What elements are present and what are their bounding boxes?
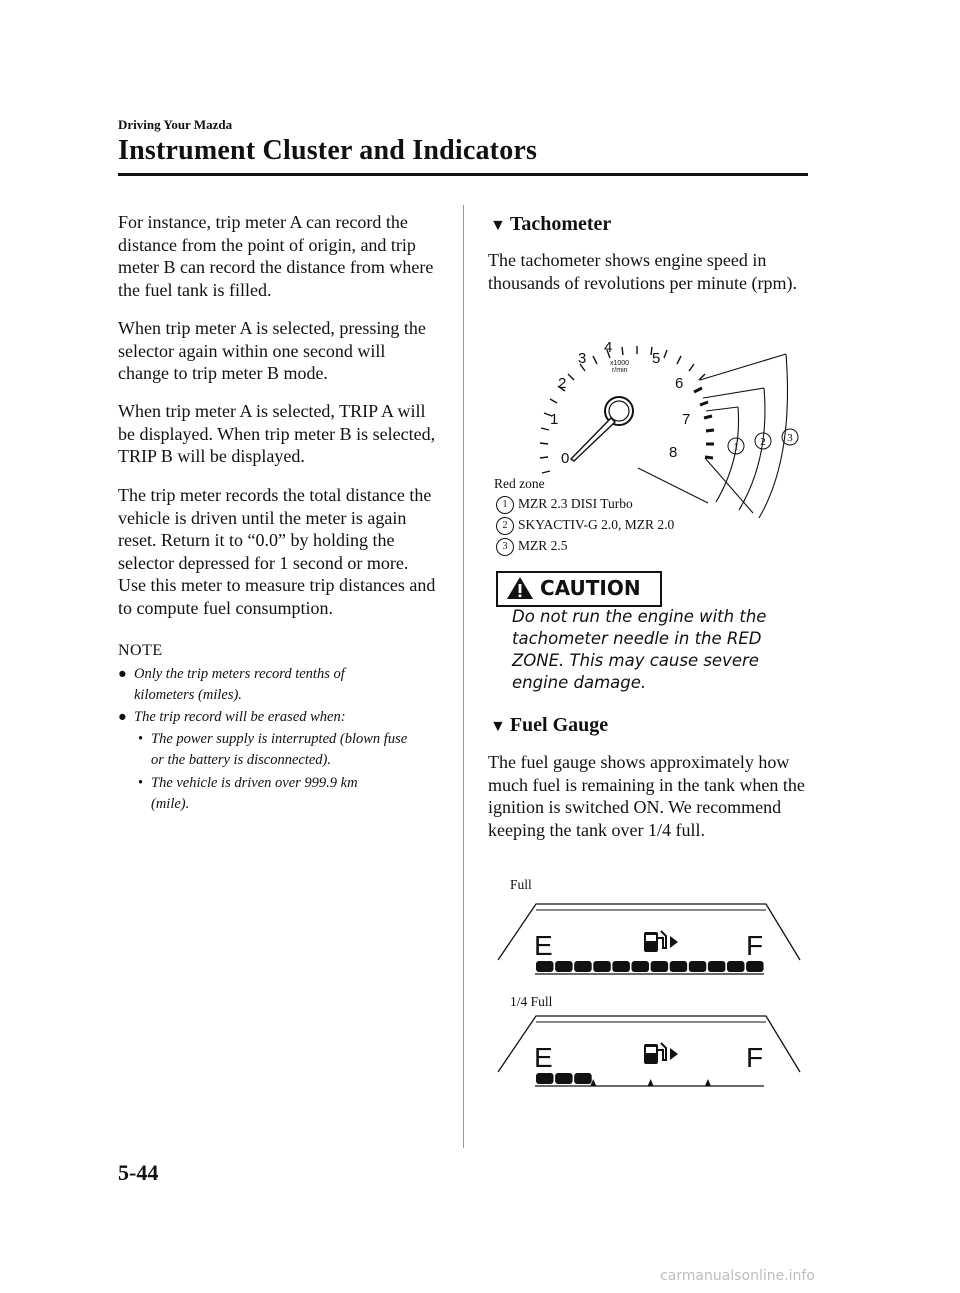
- fuel-segment-lit: [536, 961, 554, 972]
- full-letter: F: [746, 1042, 764, 1073]
- fuel-segment-lit: [612, 961, 630, 972]
- callout-number: 2: [760, 436, 766, 448]
- fuel-gauge-quarter-illustration: [496, 1012, 801, 1102]
- callout-number: 3: [787, 432, 793, 444]
- dial-number: 2: [558, 375, 567, 392]
- bullet-icon: ●: [118, 666, 127, 682]
- bullet-icon: •: [138, 775, 144, 791]
- quarter-marker: [705, 1079, 711, 1086]
- fuel-segment-lit: [632, 961, 650, 972]
- fuel-level-bars: [536, 961, 764, 972]
- bullet-icon: •: [138, 731, 144, 747]
- caution-box: [496, 571, 662, 607]
- circled-number-icon: 2: [496, 517, 514, 535]
- note-subitem: • The vehicle is driven over 999.9 km (mile).: [138, 775, 358, 812]
- dial-number: 5: [652, 350, 661, 367]
- paragraph-trip-reset: The trip meter records the total distance the vehicle is driven until the meter is again reset. Return it to “0.0” by holding the selector depressed for 1 second or more. Use this meter to measure trip distances and to compute fuel consumption.: [118, 485, 436, 618]
- paragraph-trip-switch: When trip meter A is selected, pressing the selector again within one second will change to trip meter B mode.: [118, 318, 426, 383]
- warning-triangle-icon: [506, 576, 534, 600]
- dial-number: 7: [682, 411, 691, 428]
- fuel-segment-lit: [536, 1073, 554, 1084]
- caution-text: Do not run the engine with the tachometer needle in the RED ZONE. This may cause severe engine damage.: [512, 607, 767, 692]
- fuel-segment-lit: [651, 961, 669, 972]
- dial-number: 4: [604, 339, 613, 356]
- triangle-down-icon: ▼: [490, 217, 506, 234]
- dial-number: 0: [561, 450, 570, 467]
- fuel-level-bars: [536, 1073, 711, 1086]
- dial-number: 6: [675, 375, 684, 392]
- fuel-segment-lit: [689, 961, 707, 972]
- section-label: Driving Your Mazda: [118, 117, 233, 132]
- red-zone-label: Red zone: [494, 476, 545, 491]
- fuel-gauge-description: The fuel gauge shows approximately how much fuel is remaining in the tank when the ignition is switched ON. We recommend keeping the tank over 1/4 full.: [488, 752, 805, 840]
- fuel-segment-lit: [727, 961, 745, 972]
- paragraph-trip-display: When trip meter A is selected, TRIP A will be displayed. When trip meter B is selected, TRIP B will be displayed.: [118, 401, 436, 466]
- quarter-marker: [648, 1079, 654, 1086]
- fuel-segment-lit: [593, 961, 611, 972]
- fuel-segment-lit: [555, 1073, 573, 1084]
- column-divider: [463, 205, 464, 1148]
- paragraph-trip-example: For instance, trip meter A can record the distance from the point of origin, and trip meter B can record the distance from where the fuel tank is filled.: [118, 212, 434, 300]
- quarter-full-label: 1/4 Full: [510, 994, 553, 1009]
- dial-number: 8: [669, 444, 678, 461]
- fuel-segment-lit: [670, 961, 688, 972]
- fuel-segment-lit: [574, 1073, 592, 1084]
- page-title: Instrument Cluster and Indicators: [118, 135, 538, 166]
- tachometer-heading: ▼ Tachometer: [490, 213, 612, 235]
- unit-label: r/min: [612, 367, 628, 374]
- triangle-down-icon: ▼: [490, 718, 506, 735]
- watermark: carmanualsonline.info: [660, 1268, 815, 1284]
- dial-number: 3: [578, 350, 587, 367]
- full-letter: F: [746, 930, 764, 961]
- callout-number: 1: [733, 441, 739, 453]
- circled-number-icon: 3: [496, 538, 514, 556]
- note-heading: NOTE: [118, 642, 163, 659]
- note-subitem: • The power supply is interrupted (blown fuse or the battery is disconnected).: [138, 731, 408, 768]
- fuel-segment-lit: [555, 961, 573, 972]
- caution-label: CAUTION: [540, 576, 641, 600]
- tachometer-needle: [571, 418, 615, 461]
- note-item: ● The trip record will be erased when:: [118, 707, 418, 728]
- page-number: 5-44: [118, 1160, 159, 1185]
- legend-item: 1 MZR 2.3 DISI Turbo: [496, 496, 633, 514]
- title-rule: [118, 173, 808, 176]
- legend-item: 2 SKYACTIV-G 2.0, MZR 2.0: [496, 517, 674, 535]
- red-zone-ticks: [694, 388, 714, 458]
- full-label: Full: [510, 877, 532, 892]
- empty-letter: E: [534, 930, 553, 961]
- fuel-pump-icon: [644, 931, 678, 952]
- dial-number: 1: [550, 411, 559, 428]
- legend-item: 3 MZR 2.5: [496, 538, 568, 556]
- circled-number-icon: 1: [496, 496, 514, 514]
- bullet-icon: ●: [118, 709, 127, 725]
- fuel-gauge-heading: ▼ Fuel Gauge: [490, 714, 609, 736]
- fuel-pump-icon: [644, 1043, 678, 1064]
- empty-letter: E: [534, 1042, 553, 1073]
- fuel-gauge-full-illustration: [496, 900, 801, 990]
- fuel-segment-lit: [746, 961, 764, 972]
- fuel-segment-lit: [574, 961, 592, 972]
- note-item: ● Only the trip meters record tenths of kilometers (miles).: [118, 666, 345, 703]
- unit-label: x1000: [610, 360, 630, 367]
- fuel-segment-lit: [708, 961, 726, 972]
- tachometer-description: The tachometer shows engine speed in thousands of revolutions per minute (rpm).: [488, 250, 797, 293]
